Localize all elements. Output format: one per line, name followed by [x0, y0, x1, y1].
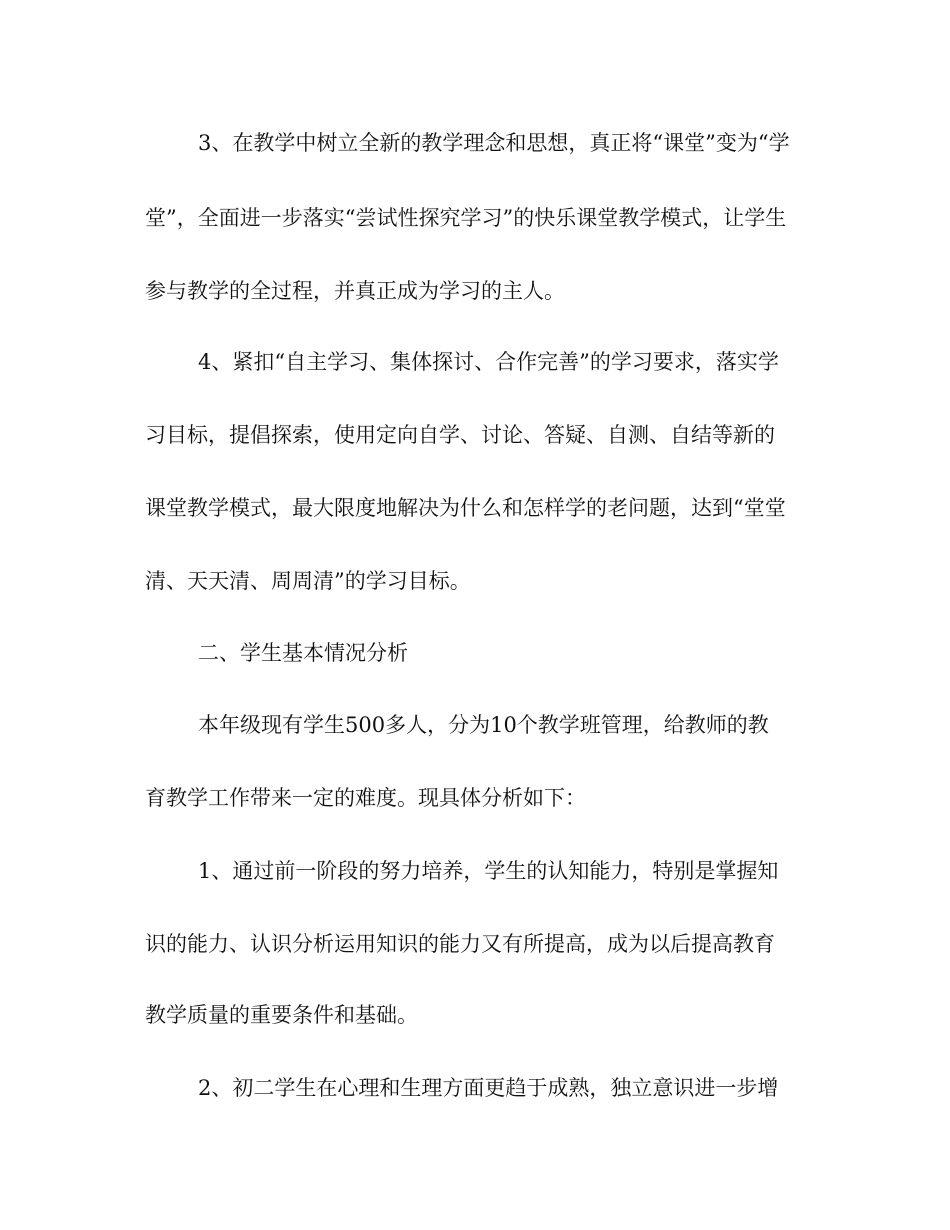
text-line: 参与教学的全过程，并真正成为学习的主人。: [145, 279, 565, 303]
text-line: 4、紧扣“自主学习、集体探讨、合作完善”的学习要求，落实学: [198, 350, 779, 374]
text-line: 习目标，提倡探索，使用定向自学、讨论、答疑、自测、自结等新的: [145, 423, 775, 447]
text-line: 堂”，全面进一步落实“尝试性探究学习”的快乐课堂教学模式，让学生: [145, 206, 787, 230]
text-line: 本年级现有学生500多人，分为10个教学班管理，给教师的教: [198, 713, 769, 737]
text-line: 清、天天清、周周清”的学习目标。: [145, 569, 471, 593]
text-line: 教学质量的重要条件和基础。: [145, 1003, 418, 1027]
section-heading: 二、学生基本情况分析: [198, 641, 408, 665]
text-line: 识的能力、认识分析运用知识的能力又有所提高，成为以后提高教育: [145, 932, 775, 956]
text-line: 3、在教学中树立全新的教学理念和思想，真正将“课堂”变为“学: [198, 131, 790, 155]
text-line: 2、初二学生在心理和生理方面更趋于成熟，独立意识进一步增: [198, 1076, 779, 1100]
text-line: 1、通过前一阶段的努力培养，学生的认知能力，特别是掌握知: [198, 859, 779, 883]
text-line: 课堂教学模式，最大限度地解决为什么和怎样学的老问题，达到“堂堂: [145, 496, 786, 520]
text-line: 育教学工作带来一定的难度。现具体分析如下：: [145, 786, 586, 810]
